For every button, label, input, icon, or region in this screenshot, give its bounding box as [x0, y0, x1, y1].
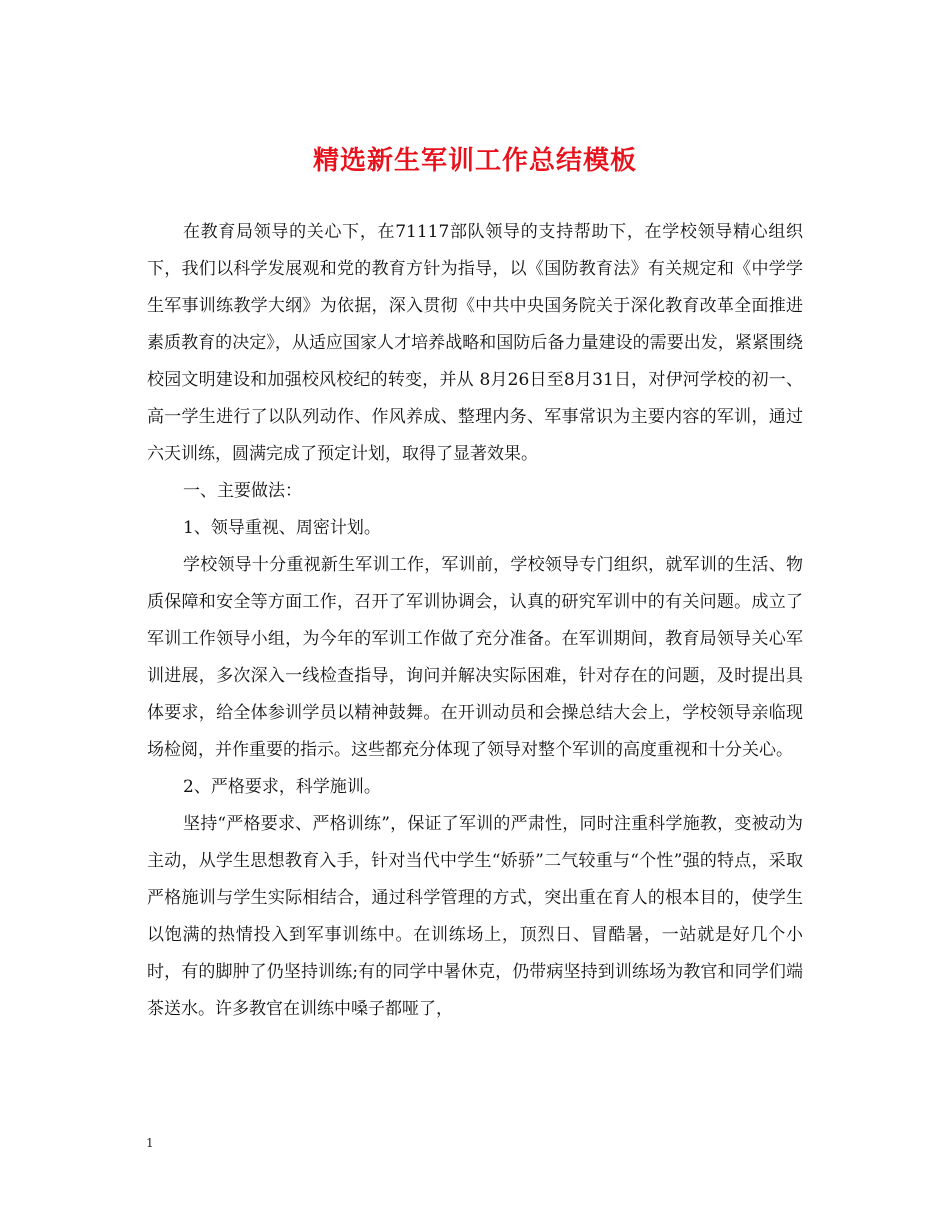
- paragraph-strict-training: 坚持“严格要求、严格训练”，保证了军训的严肃性，同时注重科学施教，变被动为主动，从学生思想教育入手，针对当代中学生“娇骄”二气较重与“个性”强的特点，采取严格施训与学生实际相结合，通过科学管理的方式，突出重在育人的根本目的，使学生以饱满的热情投入到军事训练中。在训练场上，顶烈日、冒酷暑，一站就是好几个小时，有的脚肿了仍坚持训练;有的同学中暑休克，仍带病坚持到训练场为教官和同学们端茶送水。许多教官在训练中嗓子都哑了，: [147, 814, 803, 1019]
- paragraph-leadership: 学校领导十分重视新生军训工作，军训前，学校领导专门组织，就军训的生活、物质保障和安全等方面工作，召开了军训协调会，认真的研究军训中的有关问题。成立了军训工作领导小组，为今年的军训工作做了充分准备。在军训期间，教育局领导关心军训进展，多次深入一线检查指导，询问并解决实际困难，针对存在的问题，及时提出具体要求，给全体参训学员以精神鼓舞。在开训动员和会操总结大会上，学校领导亲临现场检阅，并作重要的指示。这些都充分体现了领导对整个军训的高度重视和十分关心。: [147, 555, 803, 760]
- page-number: 1: [146, 1136, 154, 1150]
- document-body: [147, 214, 803, 1028]
- paragraph-intro: 在教育局领导的关心下，在71117部队领导的支持帮助下，在学校领导精心组织下，我们以科学发展观和党的教育方针为指导，以《国防教育法》有关规定和《中学学生军事训练教学大纲》为依据，深入贯彻《中共中央国务院关于深化教育改革全面推进素质教育的决定》，从适应国家人才培养战略和国防后备力量建设的需要出发，紧紧围绕校园文明建设和加强校风校纪的转变，并从 8月26日至8月31日，对伊河学校的初一、高一学生进行了以队列动作、作风养成、整理内务、军事常识为主要内容的军训，通过六天训练，圆满完成了预定计划，取得了显著效果。: [147, 222, 803, 464]
- section-heading-main-methods: 一、主要做法：: [183, 481, 302, 501]
- document-title: 精选新生军训工作总结模板: [312, 146, 637, 176]
- subheading-strict-training: 2、严格要求，科学施训。: [183, 777, 381, 797]
- subheading-leadership: 1、领导重视、周密计划。: [183, 518, 381, 538]
